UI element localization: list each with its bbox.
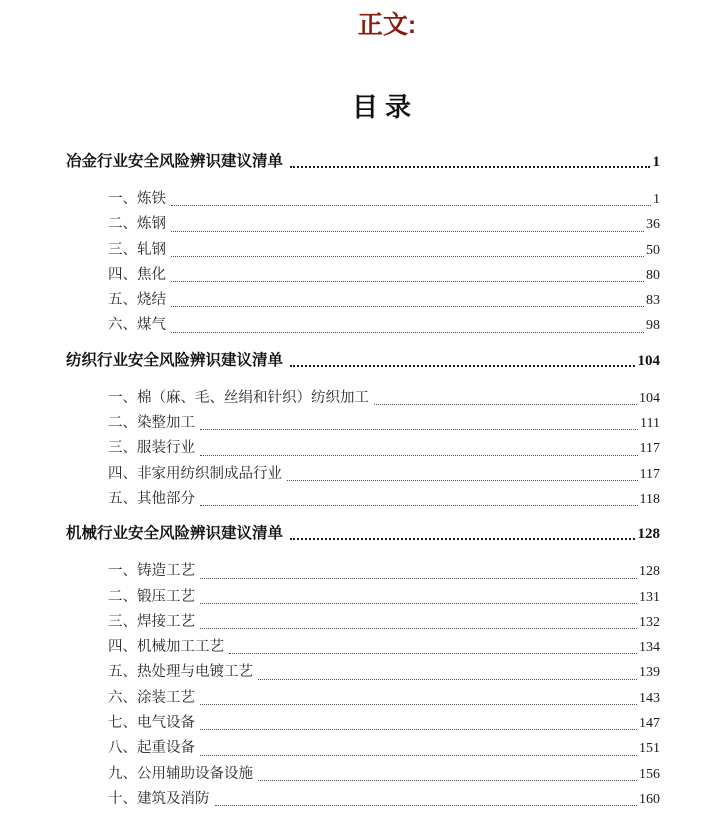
toc-item-entry[interactable] — [108, 411, 660, 436]
dot-leader — [258, 660, 637, 679]
toc-item-label: 二、锻压工艺 — [108, 588, 195, 605]
table-of-contents — [66, 150, 660, 812]
toc-item-page-number: 143 — [639, 690, 660, 706]
toc-item-entry[interactable] — [108, 288, 660, 313]
dot-leader — [229, 635, 637, 654]
toc-item-entry[interactable] — [108, 635, 660, 660]
toc-item-label: 五、热处理与电镀工艺 — [108, 664, 253, 681]
toc-item-page-number: 117 — [639, 441, 660, 457]
dot-leader — [200, 711, 637, 730]
body-section-label: 正文: — [357, 11, 417, 39]
toc-item-label: 三、轧钢 — [108, 241, 166, 258]
toc-item-page-number: 132 — [639, 614, 660, 630]
toc-item-page-number: 80 — [646, 267, 660, 283]
toc-item-page-number: 118 — [639, 491, 660, 507]
dot-leader — [290, 349, 634, 367]
dot-leader — [200, 487, 638, 506]
toc-item-page-number: 50 — [646, 242, 660, 258]
toc-item-page-number: 104 — [639, 390, 660, 406]
dot-leader — [171, 263, 644, 282]
toc-item-page-number: 156 — [639, 766, 660, 782]
toc-item-page-number: 139 — [639, 665, 660, 681]
dot-leader — [200, 585, 637, 604]
toc-item-entry[interactable] — [108, 660, 660, 685]
toc-item-page-number: 111 — [640, 416, 660, 432]
toc-item-label: 四、焦化 — [108, 266, 166, 283]
toc-item-page-number: 160 — [639, 791, 660, 807]
toc-item-label: 一、炼铁 — [108, 191, 166, 207]
toc-item-entry[interactable] — [108, 487, 660, 512]
dot-leader — [200, 559, 637, 578]
dot-leader — [200, 436, 638, 455]
dot-leader — [258, 762, 637, 781]
toc-item-page-number: 98 — [646, 318, 660, 334]
toc-item-label: 三、服装行业 — [108, 440, 195, 457]
toc-item-label: 四、机械加工工艺 — [108, 639, 224, 656]
toc-section-page-number: 104 — [637, 352, 660, 369]
toc-item-entry[interactable] — [108, 762, 660, 787]
toc-item-page-number: 36 — [646, 217, 660, 233]
toc-item-entry[interactable] — [108, 559, 660, 584]
toc-item-label: 八、起重设备 — [108, 740, 195, 757]
toc-section-page-number: 128 — [637, 526, 660, 543]
toc-section-title: 冶金行业安全风险辨识建议清单 — [66, 153, 284, 170]
toc-item-entry[interactable] — [108, 263, 660, 288]
toc-item-label: 九、公用辅助设备设施 — [108, 765, 253, 782]
toc-item-label: 二、炼钢 — [108, 216, 166, 233]
toc-section-entry[interactable] — [66, 522, 660, 546]
toc-item-page-number: 134 — [639, 640, 660, 656]
dot-leader — [171, 313, 644, 332]
toc-section-entry[interactable] — [66, 150, 660, 174]
toc-section-title: 机械行业安全风险辨识建议清单 — [66, 525, 284, 543]
toc-section-1 — [66, 349, 660, 512]
toc-section-page-number: 1 — [652, 154, 660, 170]
toc-item-page-number: 83 — [646, 293, 660, 309]
toc-item-entry[interactable] — [108, 787, 660, 812]
toc-item-page-number: 147 — [639, 716, 660, 732]
toc-item-page-number: 131 — [639, 589, 660, 605]
toc-item-entry[interactable] — [108, 238, 660, 263]
toc-section-2 — [66, 522, 660, 812]
toc-item-label: 三、焊接工艺 — [108, 613, 195, 630]
toc-item-entry[interactable] — [108, 711, 660, 736]
toc-item-entry[interactable] — [108, 686, 660, 711]
dot-leader — [290, 150, 649, 168]
dot-leader — [287, 462, 638, 481]
toc-item-label: 二、染整加工 — [108, 415, 195, 432]
toc-item-entry[interactable] — [108, 436, 660, 461]
toc-item-label: 五、其他部分 — [108, 490, 195, 507]
toc-section-entry[interactable] — [66, 349, 660, 373]
toc-item-label: 六、涂装工艺 — [108, 689, 195, 706]
toc-item-label: 七、电气设备 — [108, 715, 195, 732]
toc-item-entry[interactable] — [108, 313, 660, 338]
toc-item-label: 六、煤气 — [108, 317, 166, 334]
dot-leader — [215, 787, 638, 806]
toc-item-label: 五、烧结 — [108, 292, 166, 309]
dot-leader — [374, 386, 637, 405]
toc-section-title: 纺织行业安全风险辨识建议清单 — [66, 351, 284, 369]
dot-leader — [171, 187, 651, 206]
toc-item-entry[interactable] — [108, 462, 660, 487]
toc-item-entry[interactable] — [108, 386, 660, 411]
toc-item-label: 一、棉（麻、毛、丝绢和针织）纺织加工 — [108, 389, 369, 406]
toc-item-page-number: 1 — [653, 192, 660, 207]
dot-leader — [171, 238, 644, 257]
toc-title: 目录 — [351, 93, 418, 122]
dot-leader — [200, 411, 638, 430]
toc-item-page-number: 117 — [639, 466, 660, 482]
dot-leader — [171, 212, 644, 231]
toc-item-page-number: 151 — [639, 741, 660, 757]
toc-item-entry[interactable] — [108, 585, 660, 610]
toc-item-label: 十、建筑及消防 — [108, 790, 210, 807]
toc-section-items — [66, 559, 660, 812]
toc-section-0 — [66, 150, 660, 339]
toc-section-items — [66, 386, 660, 512]
dot-leader — [290, 522, 634, 540]
toc-item-entry[interactable] — [108, 187, 660, 212]
toc-item-entry[interactable] — [108, 212, 660, 237]
toc-item-entry[interactable] — [108, 736, 660, 761]
dot-leader — [200, 686, 637, 705]
toc-item-label: 四、非家用纺织制成品行业 — [108, 465, 282, 482]
toc-section-items — [66, 187, 660, 339]
toc-item-entry[interactable] — [108, 610, 660, 635]
toc-item-label: 一、铸造工艺 — [108, 563, 195, 580]
dot-leader — [200, 736, 637, 755]
dot-leader — [200, 610, 637, 629]
dot-leader — [171, 288, 644, 307]
toc-item-page-number: 128 — [639, 564, 660, 580]
